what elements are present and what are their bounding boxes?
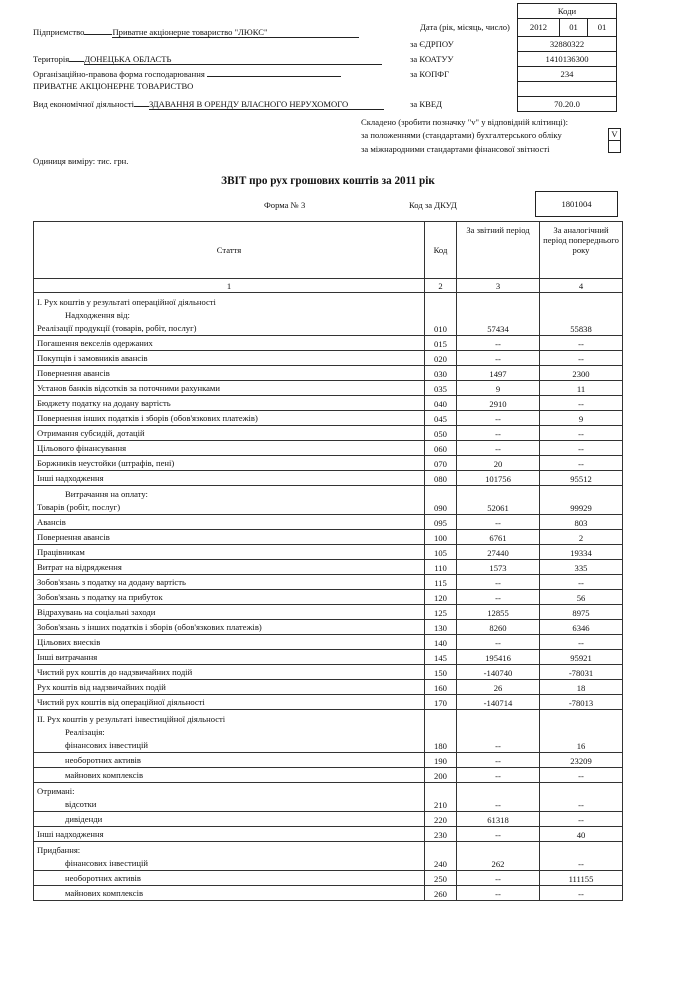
row-article [34, 575, 425, 590]
row-article-line: Боржників неустойки (штрафів, пені) [37, 458, 175, 468]
row-article-line: І. Рух коштів у результаті операційної діяльності [37, 297, 216, 307]
row-previous: -- [540, 575, 623, 590]
row-article-line: дивіденди [65, 814, 103, 824]
table-row [34, 411, 623, 426]
row-article-line: Зобов'язань з податку на прибуток [37, 592, 163, 602]
row-article [34, 680, 425, 695]
row-current: 57434 [457, 293, 540, 336]
row-article-line: необоротних активів [65, 755, 141, 765]
row-article [34, 590, 425, 605]
row-previous: 8975 [540, 605, 623, 620]
row-previous: 2 [540, 530, 623, 545]
date-day: 01 [587, 18, 617, 37]
row-article-line: Рух коштів від надзвичайних подій [37, 682, 166, 692]
row-code: 030 [425, 366, 457, 381]
row-article-line: Покупців і замовників авансів [37, 353, 148, 363]
row-previous: -- [540, 635, 623, 650]
table-row [34, 426, 623, 441]
row-current: -- [457, 886, 540, 901]
row-previous: -78013 [540, 695, 623, 710]
row-current: 2910 [457, 396, 540, 411]
row-article [34, 827, 425, 842]
header-current: За звітний період [457, 222, 540, 279]
row-article-line: Повернення авансів [37, 368, 110, 378]
dkud-label: Код за ДКУД [409, 200, 457, 210]
row-article [34, 783, 425, 812]
row-current: -- [457, 768, 540, 783]
row-code: 070 [425, 456, 457, 471]
table-row [34, 471, 623, 486]
row-previous: 95512 [540, 471, 623, 486]
row-article-line: Інші надходження [37, 473, 104, 483]
row-article [34, 710, 425, 753]
row-current: 9 [457, 381, 540, 396]
legal-form-line [33, 69, 341, 79]
row-article-line: Чистий рух коштів до надзвичайних подій [37, 667, 193, 677]
legal-form-value: ПРИВАТНЕ АКЦІОНЕРНЕ ТОВАРИСТВО [33, 81, 194, 91]
row-code: 190 [425, 753, 457, 768]
checkbox-standards[interactable]: V [608, 128, 621, 141]
table-row [34, 336, 623, 351]
row-article-line: майнових комплексів [65, 770, 144, 780]
row-current: -- [457, 635, 540, 650]
header-article: Стаття [34, 222, 425, 279]
row-code: 170 [425, 695, 457, 710]
date-year: 2012 [517, 18, 560, 37]
row-article [34, 620, 425, 635]
codes-title: Коди [517, 3, 617, 19]
enterprise-value: Приватне акціонерне товариство "ЛЮКС" [112, 27, 359, 38]
koatuu-value: 1410136300 [517, 51, 617, 67]
row-current: -- [457, 710, 540, 753]
form-label: Форма № 3 [264, 200, 306, 210]
row-current: -- [457, 871, 540, 886]
row-article-line: Надходження від: [65, 310, 130, 320]
cash-flow-table [33, 221, 623, 901]
row-previous: -- [540, 426, 623, 441]
row-current: 8260 [457, 620, 540, 635]
row-previous: 95921 [540, 650, 623, 665]
territory-value: ДОНЕЦЬКА ОБЛАСТЬ [84, 54, 382, 65]
row-article-line: Повернення авансів [37, 532, 110, 542]
activity-line [33, 99, 384, 110]
table-row [34, 886, 623, 901]
compiled-option1: за положеннями (стандартами) бухгалтерського обліку [361, 130, 562, 140]
row-previous: 11 [540, 381, 623, 396]
report-title: ЗВІТ про рух грошових коштів за 2011 рік [221, 175, 435, 187]
enterprise-line [33, 27, 359, 38]
row-code: 095 [425, 515, 457, 530]
row-current: 20 [457, 456, 540, 471]
row-current: -- [457, 426, 540, 441]
row-article-line: відсотки [65, 799, 97, 809]
row-article-line: Авансів [37, 517, 66, 527]
table-row [34, 768, 623, 783]
unit-label: Одиниця виміру: тис. грн. [33, 156, 129, 166]
row-code: 125 [425, 605, 457, 620]
row-code: 115 [425, 575, 457, 590]
table-row [34, 710, 623, 753]
row-previous: 56 [540, 590, 623, 605]
table-row [34, 575, 623, 590]
row-article [34, 336, 425, 351]
row-article-line: необоротних активів [65, 873, 141, 883]
date-label: Дата (рік, місяць, число) [420, 22, 510, 32]
row-previous: 55838 [540, 293, 623, 336]
row-article-line: Інші надходження [37, 829, 104, 839]
row-article-line: Бюджету податку на додану вартість [37, 398, 171, 408]
table-row [34, 560, 623, 575]
row-code: 040 [425, 396, 457, 411]
row-article-line: Отримання субсидій, дотацій [37, 428, 145, 438]
row-previous: -- [540, 456, 623, 471]
row-code: 260 [425, 886, 457, 901]
row-article [34, 605, 425, 620]
compiled-option2: за міжнародними стандартами фінансової звітності [361, 144, 550, 154]
table-row [34, 753, 623, 768]
row-current: -- [457, 783, 540, 812]
row-previous: -- [540, 842, 623, 871]
row-current: -- [457, 411, 540, 426]
row-current: 52061 [457, 486, 540, 515]
row-code: 145 [425, 650, 457, 665]
row-code: 200 [425, 768, 457, 783]
row-article-line: Установ банків відсотків за поточними рахунками [37, 383, 220, 393]
row-article-line: Повернення інших податків і зборів (обов'язкових платежів) [37, 413, 258, 423]
table-row [34, 530, 623, 545]
row-article [34, 812, 425, 827]
kved-label: за КВЕД [410, 99, 442, 109]
row-current: 26 [457, 680, 540, 695]
row-article [34, 456, 425, 471]
row-article-line: Витрачання на оплату: [65, 489, 148, 499]
row-article [34, 665, 425, 680]
row-code: 100 [425, 530, 457, 545]
row-article [34, 842, 425, 871]
table-row [34, 590, 623, 605]
table-row [34, 456, 623, 471]
colnum-2: 2 [425, 279, 457, 293]
row-code: 120 [425, 590, 457, 605]
row-article [34, 293, 425, 336]
row-current: -- [457, 753, 540, 768]
row-code: 060 [425, 441, 457, 456]
row-previous: 18 [540, 680, 623, 695]
table-row [34, 783, 623, 812]
kopfg-value: 234 [517, 66, 617, 82]
row-article [34, 411, 425, 426]
row-article [34, 530, 425, 545]
row-previous: -- [540, 812, 623, 827]
table-row [34, 545, 623, 560]
row-code: 230 [425, 827, 457, 842]
row-article [34, 695, 425, 710]
row-article [34, 886, 425, 901]
row-article [34, 396, 425, 411]
table-row [34, 293, 623, 336]
row-article [34, 486, 425, 515]
row-code: 050 [425, 426, 457, 441]
row-article-line: Витрат на відрядження [37, 562, 122, 572]
row-code: 105 [425, 545, 457, 560]
row-article [34, 545, 425, 560]
row-code: 150 [425, 665, 457, 680]
row-previous: -- [540, 351, 623, 366]
row-article [34, 650, 425, 665]
table-row [34, 635, 623, 650]
row-code: 210 [425, 783, 457, 812]
row-current: -140714 [457, 695, 540, 710]
table-row [34, 650, 623, 665]
row-article [34, 381, 425, 396]
row-current: -- [457, 515, 540, 530]
table-row [34, 486, 623, 515]
row-article-line: Товарів (робіт, послуг) [37, 502, 121, 512]
row-previous: 6346 [540, 620, 623, 635]
row-article-line: Реалізації продукції (товарів, робіт, послуг) [37, 323, 197, 333]
table-row [34, 842, 623, 871]
row-code: 020 [425, 351, 457, 366]
colnum-3: 3 [457, 279, 540, 293]
dkud-value: 1801004 [535, 191, 618, 217]
row-code: 010 [425, 293, 457, 336]
table-header-row [34, 222, 623, 279]
row-previous: -- [540, 768, 623, 783]
row-article-line: Цільових внесків [37, 637, 101, 647]
row-article-line: фінансових інвестицій [65, 858, 148, 868]
row-previous: -- [540, 783, 623, 812]
row-code: 035 [425, 381, 457, 396]
row-article [34, 426, 425, 441]
row-current: -- [457, 575, 540, 590]
row-article-line: майнових комплексів [65, 888, 144, 898]
row-article-line: Працівникам [37, 547, 85, 557]
row-article [34, 351, 425, 366]
row-code: 045 [425, 411, 457, 426]
row-code: 080 [425, 471, 457, 486]
row-code: 130 [425, 620, 457, 635]
row-previous: 99929 [540, 486, 623, 515]
row-article-line: Цільового фінансування [37, 443, 127, 453]
row-current: 6761 [457, 530, 540, 545]
table-row [34, 396, 623, 411]
territory-line [33, 54, 382, 65]
table-row [34, 665, 623, 680]
table-row [34, 441, 623, 456]
row-previous: 19334 [540, 545, 623, 560]
header-code: Код [425, 222, 457, 279]
activity-value: ЗДАВАННЯ В ОРЕНДУ ВЛАСНОГО НЕРУХОМОГО [149, 99, 384, 110]
row-previous: 111155 [540, 871, 623, 886]
row-code: 140 [425, 635, 457, 650]
row-article [34, 515, 425, 530]
row-article [34, 441, 425, 456]
row-article [34, 366, 425, 381]
checkbox-ifrs[interactable] [608, 140, 621, 153]
kved-value: 70.20.0 [517, 96, 617, 112]
header-previous: За аналогічний період попереднього року [540, 222, 623, 279]
row-code: 180 [425, 710, 457, 753]
row-previous: 335 [540, 560, 623, 575]
row-previous: -- [540, 336, 623, 351]
row-current: 101756 [457, 471, 540, 486]
compiled-intro: Складено (зробити позначку "v" у відповідній клітинці): [361, 117, 568, 127]
table-row [34, 695, 623, 710]
empty-code-cell [517, 81, 617, 97]
row-previous: 23209 [540, 753, 623, 768]
row-article-line: Придбання: [37, 845, 81, 855]
row-current: 262 [457, 842, 540, 871]
row-previous: -- [540, 396, 623, 411]
colnum-4: 4 [540, 279, 623, 293]
row-article-line: фінансових інвестицій [65, 740, 148, 750]
row-article-line: Чистий рух коштів від операційної діяльності [37, 697, 205, 707]
row-previous: 803 [540, 515, 623, 530]
table-row [34, 871, 623, 886]
row-code: 250 [425, 871, 457, 886]
table-row [34, 812, 623, 827]
row-previous: 40 [540, 827, 623, 842]
row-current: 195416 [457, 650, 540, 665]
table-row [34, 515, 623, 530]
date-month: 01 [559, 18, 588, 37]
row-code: 160 [425, 680, 457, 695]
activity-label: Вид економічної діяльності [33, 99, 135, 109]
row-current: -140740 [457, 665, 540, 680]
row-article-line: ІІ. Рух коштів у результаті інвестиційної діяльності [37, 714, 226, 724]
row-current: -- [457, 441, 540, 456]
row-current: -- [457, 351, 540, 366]
row-current: 1497 [457, 366, 540, 381]
row-article-line: Інші витрачання [37, 652, 98, 662]
row-current: 12855 [457, 605, 540, 620]
edrpou-value: 32880322 [517, 36, 617, 52]
edrpou-label: за ЄДРПОУ [410, 39, 454, 49]
row-article [34, 560, 425, 575]
row-current: -- [457, 590, 540, 605]
row-article [34, 635, 425, 650]
row-previous: 16 [540, 710, 623, 753]
row-current: 1573 [457, 560, 540, 575]
row-article-line: Реалізація: [65, 727, 105, 737]
kopfg-label: за КОПФГ [410, 69, 450, 79]
table-row [34, 605, 623, 620]
table-row [34, 620, 623, 635]
row-article-line: Погашення векселів одержаних [37, 338, 153, 348]
row-current: -- [457, 827, 540, 842]
row-previous: -- [540, 441, 623, 456]
row-code: 015 [425, 336, 457, 351]
row-previous: -78031 [540, 665, 623, 680]
territory-label: Територія [33, 54, 70, 64]
row-article-line: Отримані: [37, 786, 75, 796]
row-article-line: Зобов'язань з інших податків і зборів (обов'язкових платежів) [37, 622, 262, 632]
row-article [34, 871, 425, 886]
table-row [34, 381, 623, 396]
table-row [34, 827, 623, 842]
koatuu-label: за КОАТУУ [410, 54, 454, 64]
row-current: 27440 [457, 545, 540, 560]
table-row [34, 351, 623, 366]
row-article [34, 471, 425, 486]
row-current: -- [457, 336, 540, 351]
row-article [34, 768, 425, 783]
table-colnum-row [34, 279, 623, 293]
row-code: 090 [425, 486, 457, 515]
row-previous: -- [540, 886, 623, 901]
row-code: 240 [425, 842, 457, 871]
row-previous: 9 [540, 411, 623, 426]
enterprise-label: Підприємство [33, 27, 85, 37]
row-article-line: Зобов'язань з податку на додану вартість [37, 577, 186, 587]
row-current: 61318 [457, 812, 540, 827]
row-code: 110 [425, 560, 457, 575]
colnum-1: 1 [34, 279, 425, 293]
table-row [34, 366, 623, 381]
row-previous: 2300 [540, 366, 623, 381]
row-article [34, 753, 425, 768]
table-row [34, 680, 623, 695]
row-code: 220 [425, 812, 457, 827]
legal-form-label: Організаційно-правова форма господарювання [33, 69, 205, 79]
row-article-line: Відрахувань на соціальні заходи [37, 607, 156, 617]
